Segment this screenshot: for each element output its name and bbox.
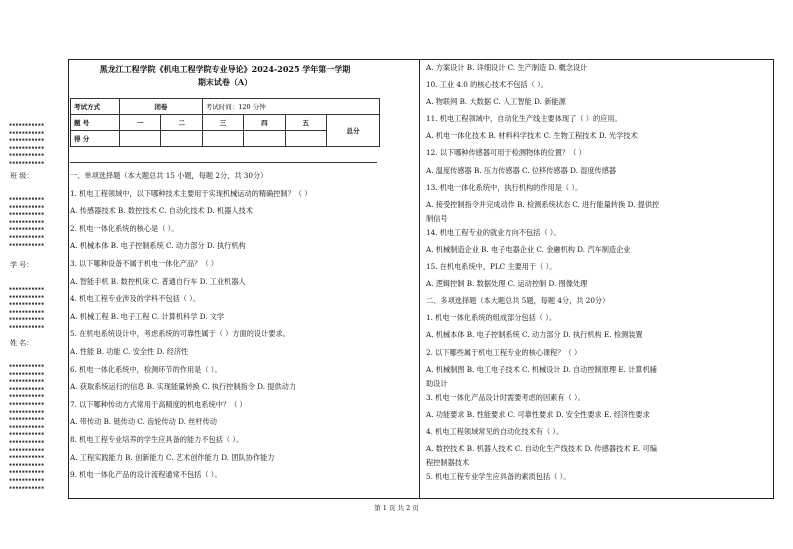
score-cell-5 (285, 131, 326, 147)
column-divider (419, 59, 420, 499)
question-line: 3. 机电一体化产品设计时需要考虑的因素有（ ）。 (426, 392, 585, 402)
question-line: 6. 机电一体化系统中，检测环节的作用是（ ）。 (70, 364, 222, 374)
question-line: 7. 以下哪种传动方式常用于高精度的机电系统中？（ ） (70, 399, 247, 409)
question-line: 3. 以下哪种设备不属于机电一体化产品？（ ） (70, 258, 218, 268)
question-line: 5. 在机电系统设计中，考虑系统的可靠性属于（ ）方面的设计要求。 (70, 329, 290, 339)
class-label: 班 级： (10, 172, 34, 180)
question-line: A. 机械本体 B. 电子控制系统 C. 动力部分 D. 执行机构 E. 检测装置 (426, 330, 643, 340)
question-line: A. 机械制图 B. 电工电子技术 C. 机械设计 D. 自动控制原理 E. 计算机辅 (426, 364, 657, 374)
col-2: 二 (161, 115, 202, 131)
binding-dots-2: ▪▪▪▪▪▪▪▪▪▪▪ ▪▪▪▪▪▪▪▪▪▪▪ ▪▪▪▪▪▪▪▪▪▪▪ ▪▪▪▪▪▪▪▪▪▪▪ ▪▪▪▪▪▪▪▪▪▪▪ ▪▪▪▪▪▪▪▪▪▪▪ ▪▪▪▪▪▪▪▪▪▪▪ (9, 196, 45, 248)
name-label: 姓 名： (10, 339, 34, 347)
col-5: 五 (285, 115, 326, 131)
col-1: 一 (120, 115, 161, 131)
question-line: A. 温度传感器 B. 压力传感器 C. 位移传感器 D. 湿度传感器 (426, 165, 617, 175)
question-line: A. 传感器技术 B. 数控技术 C. 自动化技术 D. 机器人技术 (70, 206, 253, 216)
question-line: 1. 机电工程领域中，以下哪种技术主要用于实现机械运动的精确控制？（ ） (70, 188, 312, 198)
student-id-label: 学 号： (10, 261, 34, 269)
question-line: 8. 机电工程专业培养的学生应具备的能力不包括（ ）。 (70, 434, 244, 444)
title-line-2: 期末试卷（A） (197, 77, 253, 87)
score-cell-4 (244, 131, 285, 147)
exam-mode-label: 考试方式 (71, 99, 120, 115)
question-line: A. 逻辑控制 B. 数据处理 C. 运动控制 D. 图像处理 (426, 279, 588, 289)
question-line: A. 带传动 B. 链传动 C. 齿轮传动 D. 丝杆传动 (70, 417, 217, 427)
question-line: 5. 机电工程专业学生应具备的素质包括（ ）。 (426, 472, 571, 482)
question-line: A. 智能手机 B. 数控机床 C. 普通自行车 D. 工业机器人 (70, 276, 246, 286)
question-line: 12. 以下哪种传感器可用于检测物体的位置？（ ） (426, 148, 586, 158)
question-line: 2. 机电一体化系统的核心是（ ）。 (70, 223, 179, 233)
col-3: 三 (202, 115, 243, 131)
total-label: 总分 (327, 115, 380, 147)
question-line: A. 机电一体化技术 B. 材料科学技术 C. 生物工程技术 D. 光学技术 (426, 131, 638, 141)
question-line: 2. 以下哪些属于机电工程专业的核心课程？（ ） (426, 347, 582, 357)
question-line: 二、多项选择题（本大题总共 5题，每题 4分，共 20分） (426, 296, 610, 306)
exam-mode-value: 闭卷 (120, 99, 203, 115)
title-line-1: 黑龙江工程学院《机电工程学院专业导论》2024-2025 学年第一学期 (99, 64, 351, 74)
question-line: A. 性能 B. 功能 C. 安全性 D. 经济性 (70, 346, 189, 356)
question-line: 11. 机电工程领域中，自动化生产线主要体现了（ ）的应用。 (426, 114, 622, 124)
left-column (70, 167, 311, 484)
question-line: 14. 机电工程专业的就业方向不包括（ ）。 (426, 227, 561, 237)
question-line: A. 方案设计 B. 详细设计 C. 生产制造 D. 概念设计 (426, 63, 588, 72)
question-line: A. 机械工程 B. 电子工程 C. 计算机科学 D. 文学 (70, 311, 225, 321)
score-table (70, 98, 380, 147)
page-footer: 第 1 页 共 2 页 (374, 504, 419, 512)
question-line: 9. 机电一体化产品的设计流程通常不包括（ ）。 (70, 470, 222, 480)
section-rule (70, 162, 377, 163)
question-number-label: 题 号 (71, 115, 120, 131)
question-line: 4. 机电工程领域常见的自动化技术有（ ）。 (426, 426, 564, 436)
question-line: 4. 机电工程专业涉及的学科不包括（ ）。 (70, 294, 201, 304)
question-line: A. 物联网 B. 大数据 C. 人工智能 D. 新能源 (426, 97, 566, 107)
question-line: 程控制器技术 (426, 458, 470, 468)
question-line: A. 数控技术 B. 机器人技术 C. 自动化生产线技术 D. 传感器技术 E. 可编 (426, 443, 657, 453)
question-line: 15. 在机电系统中，PLC 主要用于（ ）。 (426, 262, 557, 272)
question-line: 助设计 (426, 378, 448, 388)
binding-dots-3: ▪▪▪▪▪▪▪▪▪▪▪ ▪▪▪▪▪▪▪▪▪▪▪ ▪▪▪▪▪▪▪▪▪▪▪ ▪▪▪▪▪▪▪▪▪▪▪ ▪▪▪▪▪▪▪▪▪▪▪ ▪▪▪▪▪▪▪▪▪▪▪ (9, 286, 45, 330)
question-line: A. 接受控制指令并完成动作 B. 检测系统状态 C. 进行能量转换 D. 提供控 (426, 199, 660, 209)
score-cell-3 (202, 131, 243, 147)
question-line: A. 获取系统运行的信息 B. 实现能量转换 C. 执行控制指令 D. 提供动力 (70, 382, 297, 392)
score-cell-1 (120, 131, 161, 147)
score-label: 得 分 (71, 131, 120, 147)
binding-dots-1: ▪▪▪▪▪▪▪▪▪▪▪ ▪▪▪▪▪▪▪▪▪▪▪ ▪▪▪▪▪▪▪▪▪▪▪ ▪▪▪▪▪▪▪▪▪▪▪ ▪▪▪▪▪▪▪▪▪▪▪ ▪▪▪▪▪▪▪▪▪▪▪ (9, 122, 45, 166)
question-line: A. 工程实践能力 B. 创新能力 C. 艺术创作能力 D. 团队协作能力 (70, 452, 275, 462)
exam-time: 考试时间：120 分钟 (202, 99, 379, 115)
right-column (426, 59, 659, 485)
exam-title (75, 63, 375, 89)
question-line: A. 功能要求 B. 性能要求 C. 可靠性要求 D. 安全性要求 E. 经济性要求 (426, 409, 650, 419)
question-line: 制信号 (426, 213, 448, 223)
col-4: 四 (244, 115, 285, 131)
score-cell-2 (161, 131, 202, 147)
question-line: 1. 机电一体化系统的组成部分包括（ ）。 (426, 313, 557, 323)
question-line: 一、单项选择题（本大题总共 15 小题，每题 2分，共 30分） (70, 171, 268, 180)
question-line: 10. 工业 4.0 的核心技术不包括（ ）。 (426, 80, 548, 90)
binding-dots-4: ▪▪▪▪▪▪▪▪▪▪▪ ▪▪▪▪▪▪▪▪▪▪▪ ▪▪▪▪▪▪▪▪▪▪▪ ▪▪▪▪▪▪▪▪▪▪▪ ▪▪▪▪▪▪▪▪▪▪▪ ▪▪▪▪▪▪▪▪▪▪▪ ▪▪▪▪▪▪▪▪▪▪▪ ▪▪▪▪▪▪▪▪▪▪▪ ▪▪▪▪▪▪▪▪▪▪▪ ▪▪▪▪▪▪▪▪▪▪▪ ▪▪▪▪▪▪▪▪▪▪▪ ▪▪▪▪▪▪▪▪▪▪▪ ▪▪▪▪▪▪▪▪▪▪▪ ▪▪▪▪▪▪▪▪▪▪▪ ▪▪▪▪▪▪▪▪▪▪▪ ▪▪▪▪▪▪▪▪▪▪▪ ▪▪▪▪▪▪▪▪▪▪▪ (9, 363, 45, 491)
question-line: 13. 机电一体化系统中，执行机构的作用是（ ）。 (426, 182, 583, 192)
question-line: A. 机械本体 B. 电子控制系统 C. 动力部分 D. 执行机构 (70, 241, 246, 251)
question-line: A. 机械制造企业 B. 电子电器企业 C. 金融机构 D. 汽车制造企业 (426, 244, 631, 254)
